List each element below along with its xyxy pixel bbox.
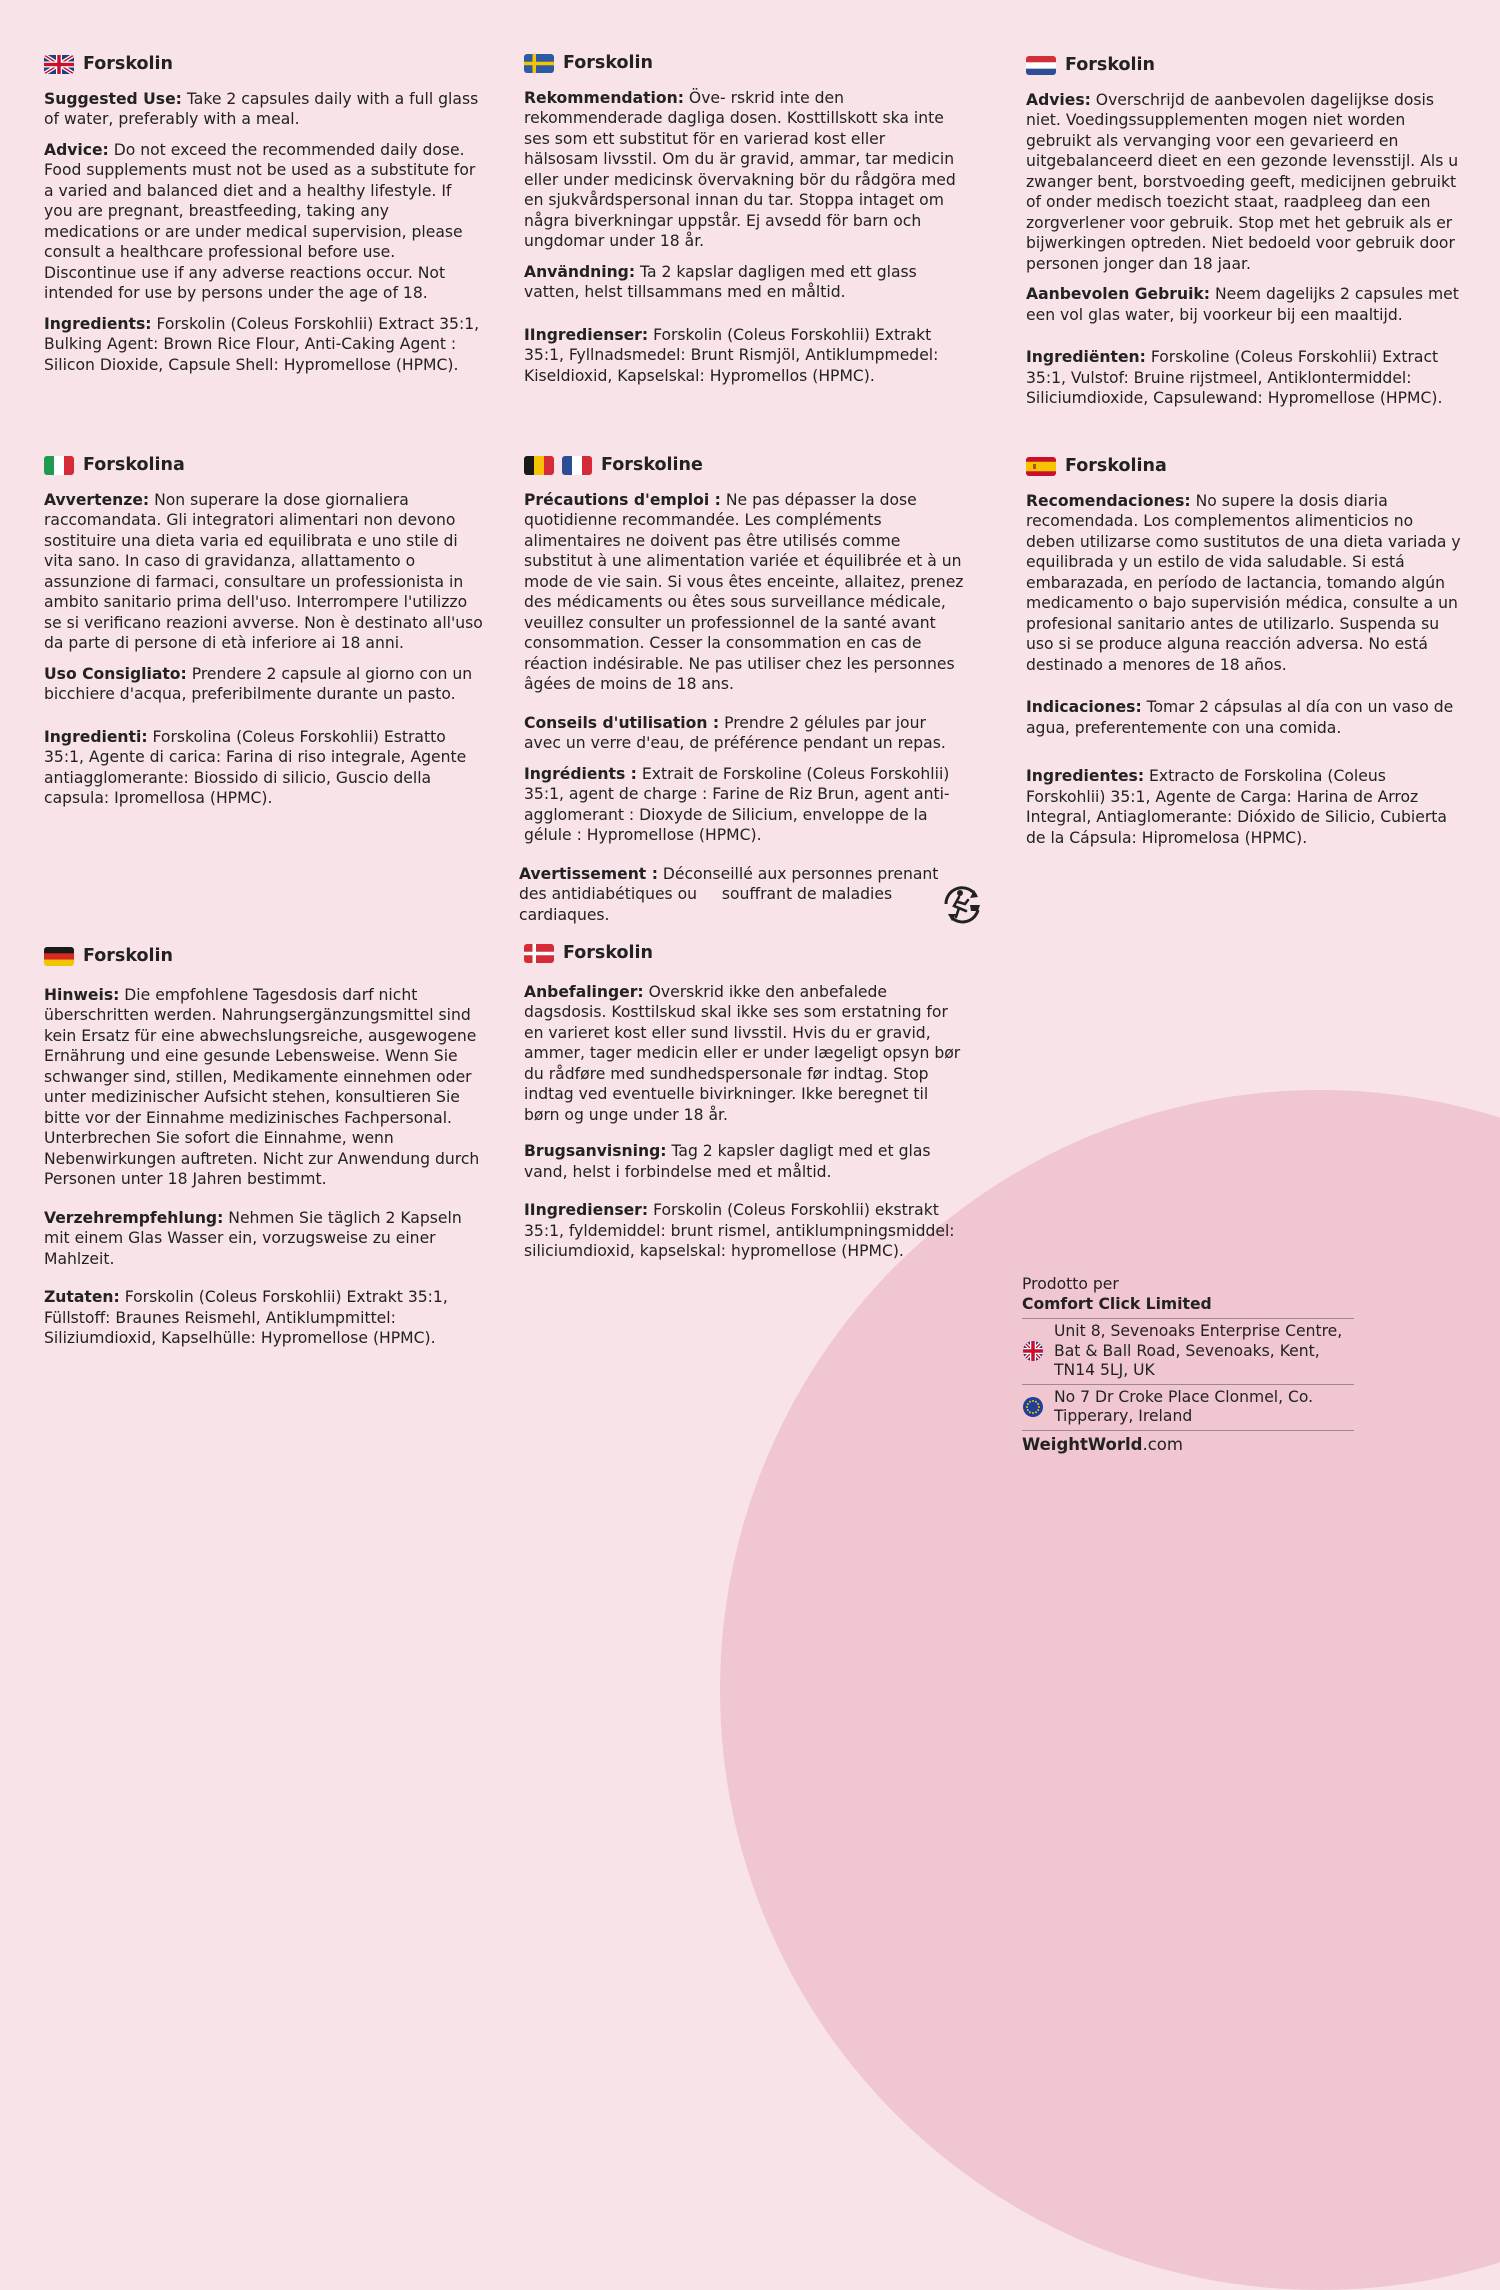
ingredients-paragraph: Ingrédients : Extrait de Forskoline (Coleus Forskohlii) 35:1, agent de charge : Farine de Riz Brun, agent anti-agglomerant : Dioxyde de Silicium, enveloppe de la gélule : Hypromellose (HPMC). bbox=[524, 764, 950, 844]
denmark-flag-icon bbox=[524, 944, 554, 963]
manufacturer-label: Prodotto per bbox=[1022, 1275, 1119, 1293]
section-title: Forskolin bbox=[83, 54, 173, 74]
section-german bbox=[44, 946, 484, 1359]
uk-flag-icon bbox=[44, 55, 74, 74]
ingredients-paragraph: Zutaten: Forskolin (Coleus Forskohlii) Extrakt 35:1, Füllstoff: Braunes Reismehl, Antiklumpmittel: Siliziumdioxid, Kapselhülle: Hypromellose (HPMC). bbox=[44, 1288, 448, 1347]
use-paragraph: Conseils d'utilisation : Prendre 2 gélules par jour avec un verre d'eau, de préférence pendant un repas. bbox=[524, 713, 946, 752]
section-danish bbox=[524, 943, 964, 1272]
spain-flag-icon bbox=[1026, 457, 1056, 476]
sweden-flag-icon bbox=[524, 54, 554, 73]
eu-address-text: No 7 Dr Croke Place Clonmel, Co. Tipperary, Ireland bbox=[1054, 1387, 1314, 1425]
italy-flag-icon bbox=[44, 456, 74, 475]
france-flag-icon bbox=[562, 456, 592, 475]
use-paragraph: Indicaciones: Tomar 2 cápsulas al día con un vaso de agua, preferentemente con una comida. bbox=[1026, 698, 1454, 737]
ingredients-paragraph: Ingredienti: Forskolina (Coleus Forskohlii) Estratto 35:1, Agente di carica: Farina di riso integrale, Agente antiagglomerante: Biossido di silicio, Guscio della capsula: Ipromellosa (HPMC). bbox=[44, 727, 467, 807]
section-title: Forskoline bbox=[601, 455, 703, 475]
section-title: Forskolin bbox=[563, 53, 653, 73]
section-title: Forskolina bbox=[1065, 456, 1167, 476]
section-title: Forskolina bbox=[83, 455, 185, 475]
ingredients-paragraph: Ingredients: Forskolin (Coleus Forskohlii) Extract 35:1, Bulking Agent: Brown Rice Flour, Anti-Caking Agent : Silicon Dioxide, Capsule Shell: Hypromellose (HPMC). bbox=[44, 314, 480, 374]
section-title: Forskolin bbox=[563, 943, 653, 963]
advice-paragraph: Précautions d'emploi : Ne pas dépasser la dose quotidienne recommandée. Les compléments alimentaires ne doivent pas être utilisés comme substitut à une alimentation variée et équilibrée et à un mode de vie sain. Si vous êtes enceinte, allaitez, prenez des médicaments ou êtes sous surveillance médicale, veuillez consulter un professionnel de la santé avant consommation. Cesser la consommation en cas de réaction indésirable. Ne pas utiliser chez les personnes âgées de moins de 18 ans. bbox=[524, 490, 964, 693]
advice-paragraph: Rekommendation: Öve- rskrid inte den rekommenderade dagliga dosen. Kosttillskott ska inte ses som ett substitut för en varierad kost eller hälsosam livsstil. Om du är gravid, ammar, tar medicin eller under medicinsk övervakning bör du rådgöra med en sjukvårdspersonal innan du tar. Stoppa intaget om några biverkningar uppstår. Ej avsedd för barn och ungdomar under 18 år. bbox=[524, 88, 956, 250]
use-paragraph: Verzehrempfehlung: Nehmen Sie täglich 2 Kapseln mit einem Glas Wasser ein, vorzugsweise zu einer Mahlzeit. bbox=[44, 1208, 462, 1268]
advice-paragraph: Hinweis: Die empfohlene Tagesdosis darf nicht überschritten werden. Nahrungsergänzungsmittel sind kein Ersatz für eine abwechslungsreiche, ausgewogene Ernährung und eine gesunde Lebensweise. Wenn Sie schwanger sind, stillen, Medikamente einnehmen oder unter medizinischer Aufsicht stehen, konsultieren Sie bitte vor der Einnahme medizinisches Fachpersonal. Unterbrechen Sie sofort die Einnahme, wenn Nebenwirkungen auftreten. Nicht zur Anwendung durch Personen unter 18 Jahren bestimmt. bbox=[44, 985, 480, 1188]
use-paragraph: Uso Consigliato: Prendere 2 capsule al giorno con un bicchiere d'acqua, preferibilmente durante un pasto. bbox=[44, 664, 473, 703]
ingredients-paragraph: IIngredienser: Forskolin (Coleus Forskohlii) Extrakt 35:1, Fyllnadsmedel: Brunt Rismjöl, Antiklumpmedel: Kiseldioxid, Kapselskal: Hypromellos (HPMC). bbox=[524, 325, 939, 385]
website-link[interactable]: WeightWorld.com bbox=[1022, 1434, 1183, 1454]
advice-paragraph: Avvertenze: Non superare la dose giornaliera raccomandata. Gli integratori alimentari non devono sostituire una dieta varia ed equilibrata e uno stile di vita sano. In caso di gravidanza, allattamento o assunzione di farmaci, consultare un professionista in ambito sanitario prima dell'uso. Interrompere l'utilizzo se si verificano reazioni avverse. Non è destinato all'uso da parte di persone di età inferiore ai 18 anni. bbox=[44, 490, 483, 652]
uk-flag-icon bbox=[1022, 1340, 1044, 1362]
advice-paragraph: Recomendaciones: No supere la dosis diaria recomendada. Los complementos alimenticios no deben utilizarse como sustitutos de una dieta variada y equilibrada y un estilo de vida saludable. Si está embarazada, en período de lactancia, tomando algún medicamento o bajo supervisión médica, consulte a un profesional sanitario antes de utilizarlo. Suspenda su uso si se produce alguna reacción adversa. No está destinado a menores de 18 años. bbox=[1026, 491, 1461, 674]
eu-address-row bbox=[1022, 1384, 1354, 1431]
manufacturer-name: Comfort Click Limited bbox=[1022, 1294, 1212, 1313]
warning-paragraph: Avertissement : Déconseillé aux personnes prenant des antidiabétiques ou souffrant de maladies cardiaques. bbox=[519, 864, 944, 924]
netherlands-flag-icon bbox=[1026, 56, 1056, 75]
section-italian bbox=[44, 455, 484, 819]
advice-paragraph: Advice: Do not exceed the recommended daily dose. Food supplements must not be used as a substitute for a varied and balanced diet and a healthy lifestyle. If you are pregnant, breastfeeding, taking any medications or are under medical supervision, please consult a healthcare professional before use. Discontinue use if any adverse reactions occur. Not intended for use by persons under the age of 18. bbox=[44, 140, 476, 302]
use-paragraph: Användning: Ta 2 kapslar dagligen med ett glass vatten, helst tillsammans med en måltid. bbox=[524, 262, 917, 301]
uk-address-text: Unit 8, Sevenoaks Enterprise Centre, Bat & Ball Road, Sevenoaks, Kent, TN14 5LJ, UK bbox=[1054, 1322, 1343, 1379]
section-english bbox=[44, 54, 484, 385]
triman-recycling-icon bbox=[938, 880, 986, 928]
use-paragraph: Aanbevolen Gebruik: Neem dagelijks 2 capsules met een vol glas water, bij voorkeur bij een maaltijd. bbox=[1026, 285, 1459, 324]
advice-paragraph: Anbefalinger: Overskrid ikke den anbefalede dagsdosis. Kosttilskud skal ikke ses som erstatning for en varieret kost eller sund livsstil. Hvis du er gravid, ammer, tager medicin eller er under lægeligt opsyn bør du rådføre med sundhedspersonale før indtag. Stop indtag ved eventuelle bivirkninger. Ikke beregnet til børn og unge under 18 år. bbox=[524, 982, 961, 1124]
section-french bbox=[519, 455, 964, 935]
ingredients-paragraph: Ingredientes: Extracto de Forskolina (Coleus Forskohlii) 35:1, Agente de Carga: Harina de Arroz Integral, Antiaglomerante: Dióxido de Silicio, Cubierta de la Cápsula: Hipromelosa (HPMC). bbox=[1026, 767, 1447, 847]
section-swedish bbox=[524, 53, 964, 396]
suggested-use-paragraph: Suggested Use: Take 2 capsules daily with a full glass of water, preferably with a meal. bbox=[44, 89, 479, 128]
section-title: Forskolin bbox=[1065, 55, 1155, 75]
advice-paragraph: Advies: Overschrijd de aanbevolen dagelijkse dosis niet. Voedingssupplementen mogen niet worden gebruikt als vervanging voor een gevarieerd en uitgebalanceerd dieet en een gezonde levensstijl. Als u zwanger bent, borstvoeding geeft, medicijnen gebruikt of onder medisch toezicht staat, raadpleeg dan een zorgverlener voor gebruik. Stop met het gebruik als er bijwerkingen optreden. Niet bedoeld voor gebruik door personen jonger dan 18 jaar. bbox=[1026, 90, 1459, 273]
ingredients-paragraph: IIngredienser: Forskolin (Coleus Forskohlii) ekstrakt 35:1, fyldemiddel: brunt rismel, antiklumpningsmiddel: siliciumdioxid, kapselskal: hypromellose (HPMC). bbox=[524, 1201, 955, 1260]
eu-flag-icon bbox=[1022, 1396, 1044, 1418]
uk-address-row bbox=[1022, 1318, 1354, 1384]
section-title: Forskolin bbox=[83, 946, 173, 966]
section-spanish bbox=[1026, 456, 1466, 858]
ingredients-paragraph: Ingrediënten: Forskoline (Coleus Forskohlii) Extract 35:1, Vulstof: Bruine rijstmeel, Antiklontermiddel: Siliciumdioxide, Capsulewand: Hypromellose (HPMC). bbox=[1026, 348, 1443, 407]
use-paragraph: Brugsanvisning: Tag 2 kapsler dagligt med et glas vand, helst i forbindelse med et måltid. bbox=[524, 1142, 931, 1181]
germany-flag-icon bbox=[44, 947, 74, 966]
belgium-flag-icon bbox=[524, 456, 554, 475]
manufacturer-block bbox=[1022, 1275, 1354, 1454]
section-dutch bbox=[1026, 55, 1466, 419]
